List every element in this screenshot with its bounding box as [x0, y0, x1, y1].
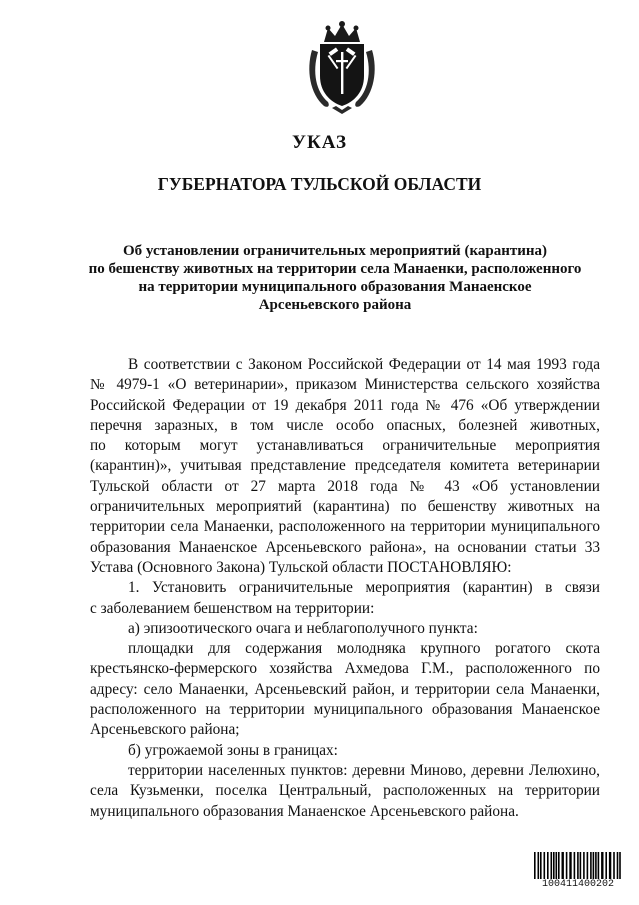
barcode-bar	[544, 852, 546, 880]
body-line: В соответствии с Законом Российской Федерации от 14 мая 1993 года	[128, 356, 600, 373]
body-line: образования Манаенское Арсеньевского района», на основании статьи 33	[90, 538, 600, 556]
body-line: Устава (Основного Закона) Тульской области ПОСТАНОВЛЯЮ:	[90, 558, 512, 576]
subject-line: по бешенству животных на территории села Манаенки, расположенного	[88, 261, 582, 277]
body-line: Тульской области от 27 марта 2018 года № 43 «Об установлении	[90, 477, 600, 495]
barcode-bar	[609, 852, 611, 880]
barcode-bar	[617, 852, 619, 880]
body-line: площадки для содержания молодняка крупного рогатого скота	[128, 640, 600, 658]
barcode-bar	[558, 852, 560, 880]
body-line: 1. Установить ограничительные мероприятия (карантин) в связи	[128, 579, 600, 597]
decree-body	[90, 355, 600, 822]
body-line: Арсеньевского района;	[90, 721, 240, 739]
decree-subject	[70, 242, 600, 314]
barcode-bar	[593, 852, 595, 880]
barcode-bar	[566, 852, 568, 880]
body-line: с заболеванием бешенством на территории:	[90, 599, 375, 617]
body-line: (карантин)», учитывая представление председателя комитета ветеринарии	[90, 457, 600, 475]
barcode-bar	[577, 852, 579, 880]
barcode-number: 100411400202	[533, 879, 623, 890]
body-line: Российской Федерации от 19 декабря 2011 года № 476 «Об утверждении	[90, 396, 600, 414]
barcode-bar	[595, 852, 597, 880]
decree-issuer: ГУБЕРНАТОРА ТУЛЬСКОЙ ОБЛАСТИ	[157, 174, 482, 194]
barcode-bar	[547, 852, 549, 880]
body-line: территории населенных пунктов: деревни Миново, деревни Лелюхино,	[128, 761, 600, 779]
barcode-bar	[538, 852, 540, 880]
barcode-bar	[574, 852, 576, 880]
body-line: территории села Манаенки, расположенного на территории муниципального	[90, 518, 600, 536]
barcode-bar	[590, 852, 592, 880]
barcode-bar	[619, 852, 621, 880]
body-line: села Кузьменки, поселка Центральный, расположенных на территории	[90, 782, 600, 800]
barcode-bar	[587, 852, 589, 880]
barcode-bar	[580, 852, 582, 880]
barcode-bar	[553, 852, 555, 880]
body-line: адресу: село Манаенки, Арсеньевский район, и территории села Манаенки,	[90, 680, 600, 698]
barcode-bar	[598, 852, 600, 880]
decree-title: УКАЗ	[292, 132, 347, 153]
body-line: ограничительных мероприятий (карантина) по бешенству животных на	[90, 498, 600, 516]
coat-of-arms-emblem	[302, 20, 382, 116]
body-line: а) эпизоотического очага и неблагополучного пункта:	[128, 619, 478, 637]
barcode-bar	[601, 852, 603, 880]
subject-line: Арсеньевского района	[258, 297, 412, 313]
barcode-bar	[613, 852, 615, 880]
barcode-bar	[569, 852, 571, 880]
barcode-bar	[534, 852, 536, 880]
body-line: по которым могут устанавливаться ограничительные мероприятия	[90, 437, 600, 455]
body-line: № 4979-1 «О ветеринарии», приказом Министерства сельского хозяйства	[90, 376, 600, 394]
barcode-bar	[540, 852, 542, 880]
body-line: муниципального образования Манаенское Арсеньевского района.	[90, 802, 519, 820]
body-line: перечня заразных, в том числе особо опасных, болезней животных,	[90, 416, 600, 434]
barcode-bar	[551, 852, 553, 880]
subject-line: на территории муниципального образования Манаенское	[138, 279, 532, 295]
body-line: крестьянско-фермерского хозяйства Ахмедова Г.М., расположенного по	[90, 660, 600, 678]
body-line: расположенного на территории муниципального образования Манаенское	[90, 701, 600, 719]
barcode-bar	[583, 852, 585, 880]
barcode-bar	[605, 852, 607, 880]
barcode-bar	[556, 852, 558, 880]
subject-line: Об установлении ограничительных мероприятий (карантина)	[122, 243, 547, 259]
body-line: б) угрожаемой зоны в границах:	[128, 741, 338, 759]
barcode-bar	[562, 852, 564, 880]
